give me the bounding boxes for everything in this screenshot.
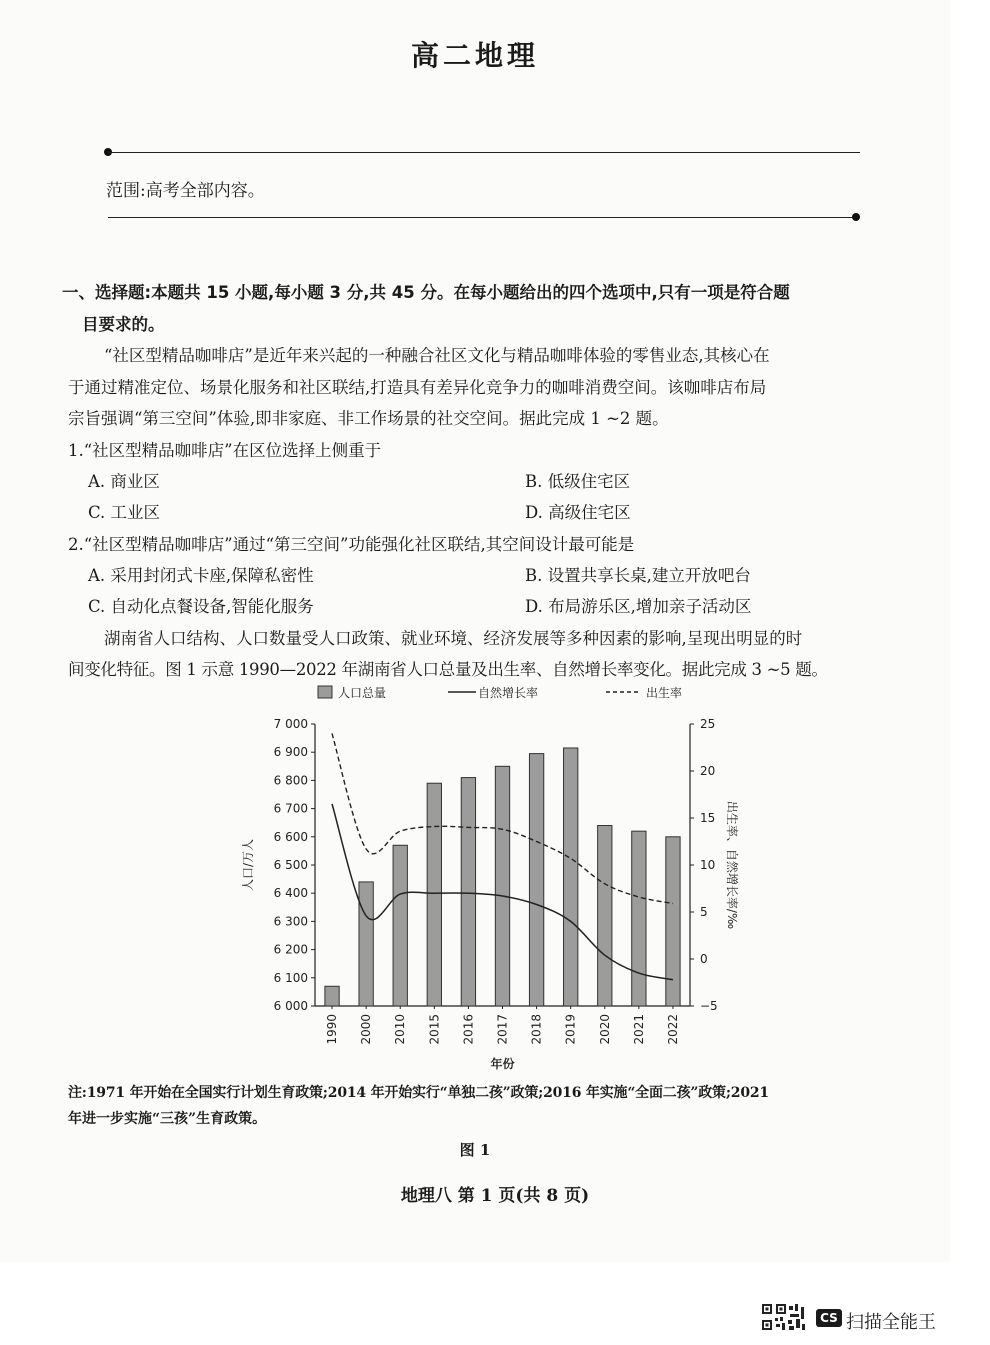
bar-population [461, 778, 475, 1006]
bar-population [427, 783, 441, 1006]
x-tick-label: 2019 [563, 1014, 578, 1045]
figure-caption: 图 1 [459, 1141, 491, 1159]
q1-option-b[interactable]: B. 低级住宅区 [525, 472, 631, 491]
bar-population [666, 837, 680, 1006]
legend-swatch-population [318, 686, 332, 698]
passage2-line: 湖南省人口结构、人口数量受人口政策、就业环境、经济发展等多种因素的影响,呈现出明显的时 [104, 629, 803, 648]
figure-note: 注:1971 年开始在全国实行计划生育政策;2014 年开始实行“单独二孩”政策;2016 年实施“全面二孩”政策;2021 [68, 1085, 769, 1101]
x-tick-label: 2021 [631, 1014, 646, 1045]
passage2-line: 间变化特征。图 1 示意 1990—2022 年湖南省人口总量及出生率、自然增长率变化。据此完成 3 ~5 题。 [68, 660, 828, 679]
bar-population [598, 826, 612, 1006]
y-tick-label: 6 900 [273, 745, 308, 760]
passage1-line: 宗旨强调“第三空间”体验,即非家庭、非工作场景的社交空间。据此完成 1 ~2 题。 [68, 409, 669, 428]
passage1-line: “社区型精品咖啡店”是近年来兴起的一种融合社区文化与精品咖啡体验的零售业态,其核心在 [104, 346, 770, 365]
population-chart [230, 676, 739, 1076]
section-heading: 一、选择题:本题共 15 小题,每小题 3 分,共 45 分。在每小题给出的四个选项中,只有一项是符合题 [62, 283, 790, 302]
y-tick-label: 7 000 [273, 717, 308, 731]
question-1-stem: 1.“社区型精品咖啡店”在区位选择上侧重于 [68, 441, 382, 460]
bar-population [325, 986, 339, 1006]
rule-dot-right [852, 213, 860, 221]
scanner-logo: CS [816, 1309, 842, 1327]
x-tick-label: 2015 [427, 1014, 442, 1045]
x-tick-label: 2017 [495, 1014, 510, 1045]
passage1-line: 于通过精准定位、场景化服务和社区联结,打造具有差异化竞争力的咖啡消费空间。该咖啡店布局 [68, 378, 767, 397]
x-tick-label: 1990 [325, 1014, 340, 1045]
y2-tick-label: 15 [700, 811, 716, 825]
bar-population [495, 766, 509, 1006]
x-tick-label: 2018 [529, 1014, 544, 1045]
qr-code-icon [762, 1304, 806, 1332]
y-tick-label: 6 700 [273, 801, 308, 816]
y-tick-label: 6 600 [273, 829, 308, 844]
bar-population [564, 748, 578, 1006]
q2-option-d[interactable]: D. 布局游乐区,增加亲子活动区 [525, 597, 752, 616]
q1-option-c[interactable]: C. 工业区 [88, 503, 161, 522]
y2-tick-label: 0 [700, 952, 708, 966]
bottom-rule [108, 217, 856, 218]
q2-option-a[interactable]: A. 采用封闭式卡座,保障私密性 [88, 566, 314, 585]
q2-option-c[interactable]: C. 自动化点餐设备,智能化服务 [88, 597, 314, 616]
bar-population [529, 754, 543, 1006]
question-2-stem: 2.“社区型精品咖啡店”通过“第三空间”功能强化社区联结,其空间设计最可能是 [68, 535, 635, 554]
legend-label: 人口总量 [338, 686, 387, 700]
x-axis-label: 年份 [490, 1057, 515, 1071]
y2-tick-label: 5 [700, 905, 708, 919]
top-rule [108, 152, 860, 153]
y-tick-label: 6 200 [273, 942, 308, 957]
legend-label: 自然增长率 [478, 686, 539, 700]
scanner-brand-text: 扫描全能王 [846, 1312, 936, 1333]
y-tick-label: 6 000 [273, 999, 308, 1013]
y-tick-label: 6 100 [273, 970, 308, 985]
x-tick-label: 2022 [665, 1014, 680, 1045]
page-title: 高二地理 [410, 39, 539, 72]
page-footer: 地理八 第 1 页(共 8 页) [400, 1186, 590, 1206]
bar-population [393, 845, 407, 1006]
y2-tick-label: 20 [700, 764, 716, 778]
y-tick-label: 6 400 [273, 886, 308, 901]
scope-text: 范围:高考全部内容。 [106, 181, 265, 201]
q2-option-b[interactable]: B. 设置共享长桌,建立开放吧台 [525, 566, 751, 585]
y-tick-label: 6 500 [273, 858, 308, 872]
y2-tick-label: 25 [700, 717, 716, 731]
legend-label: 出生率 [646, 686, 683, 700]
x-tick-label: 2016 [461, 1014, 476, 1045]
q1-option-d[interactable]: D. 高级住宅区 [525, 503, 631, 522]
y2-axis-label: 出生率、自然增长率/‰ [725, 800, 739, 930]
bar-population [632, 831, 646, 1006]
y-tick-label: 6 800 [273, 773, 308, 788]
section-heading-cont: 目要求的。 [82, 315, 165, 334]
y-tick-label: 6 300 [273, 914, 308, 929]
figure-note-cont: 年进一步实施“三孩”生育政策。 [68, 1111, 267, 1127]
x-tick-label: 2010 [393, 1014, 408, 1045]
x-tick-label: 2000 [359, 1014, 374, 1045]
x-tick-label: 2020 [597, 1014, 612, 1045]
y2-tick-label: 10 [700, 858, 716, 872]
bar-population [359, 882, 373, 1006]
y-axis-label: 人口/万人 [241, 838, 255, 892]
q1-option-a[interactable]: A. 商业区 [88, 472, 160, 491]
y2-tick-label: −5 [700, 999, 718, 1013]
